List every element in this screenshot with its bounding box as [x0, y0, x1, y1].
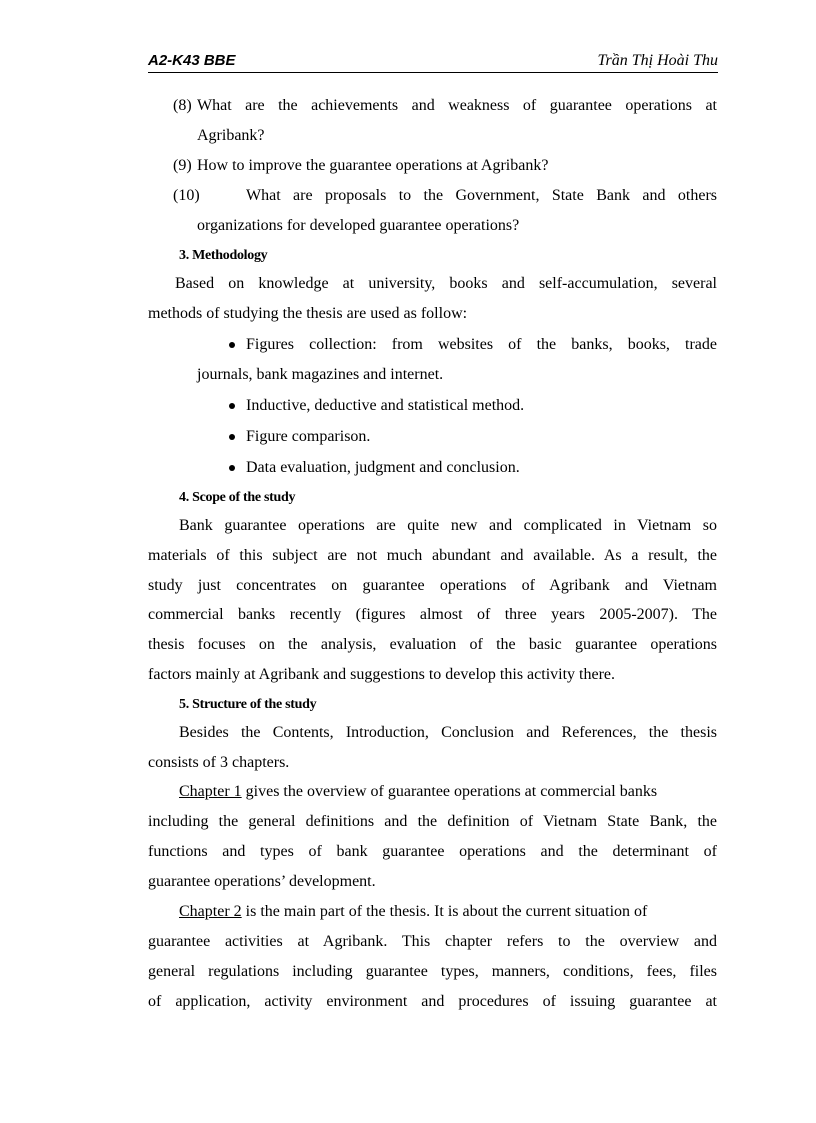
paragraph-line: [179, 782, 657, 802]
chapter-1-text: gives the overview of guarantee operations at commercial banks: [241, 783, 658, 800]
question-text: How to improve the guarantee operations at Agribank?: [197, 157, 549, 174]
bullet-text: Figure comparison.: [246, 428, 371, 445]
bullet-dot: [229, 342, 235, 348]
paragraph-line: materials of this subject are not much abundant and available. As a result, the: [148, 547, 717, 564]
question-number: (9): [173, 157, 192, 174]
paragraph-line: general regulations including guarantee types, manners, conditions, fees, files: [148, 963, 717, 980]
bullet-dot: [229, 465, 235, 471]
question-text: What are proposals to the Government, State Bank and others: [246, 187, 717, 204]
bullet-dot: [229, 434, 235, 440]
question-text: Agribank?: [197, 127, 265, 144]
bullet-text: Inductive, deductive and statistical method.: [246, 397, 525, 414]
paragraph-line: factors mainly at Agribank and suggestions to develop this activity there.: [148, 666, 616, 683]
paragraph-line: including the general definitions and the definition of Vietnam State Bank, the: [148, 813, 717, 830]
header-author: Trần Thị Hoài Thu: [597, 52, 718, 69]
question-text: What are the achievements and weakness of guarantee operations at: [197, 97, 717, 114]
section-heading-structure: 5. Structure of the study: [179, 697, 317, 712]
bullet-dot: [229, 403, 235, 409]
header-class-code: A2-K43 BBE: [148, 52, 236, 69]
page-header: [148, 50, 718, 73]
paragraph-line: study just concentrates on guarantee operations of Agribank and Vietnam: [148, 577, 717, 594]
question-number: (8): [173, 97, 192, 114]
paragraph-line: commercial banks recently (figures almost of three years 2005-2007). The: [148, 606, 717, 623]
chapter-1-link[interactable]: Chapter 1: [179, 783, 242, 800]
paragraph-line: Besides the Contents, Introduction, Conclusion and References, the thesis: [179, 724, 717, 741]
paragraph-line: consists of 3 chapters.: [148, 754, 290, 771]
bullet-text: Data evaluation, judgment and conclusion.: [246, 459, 520, 476]
paragraph-line: thesis focuses on the analysis, evaluation of the basic guarantee operations: [148, 636, 717, 653]
paragraph-line: guarantee operations’ development.: [148, 873, 376, 890]
paragraph-line: [179, 902, 647, 922]
question-number: (10): [173, 187, 200, 204]
paragraph-line: Bank guarantee operations are quite new and complicated in Vietnam so: [179, 517, 717, 534]
paragraph-line: functions and types of bank guarantee operations and the determinant of: [148, 843, 717, 860]
bullet-text: journals, bank magazines and internet.: [197, 366, 444, 383]
section-heading-methodology: 3. Methodology: [179, 248, 268, 263]
question-text: organizations for developed guarantee operations?: [197, 217, 520, 234]
chapter-2-text: is the main part of the thesis. It is about the current situation of: [241, 903, 648, 920]
paragraph-line: methods of studying the thesis are used as follow:: [148, 305, 468, 322]
chapter-2-link[interactable]: Chapter 2: [179, 903, 242, 920]
bullet-text: Figures collection: from websites of the banks, books, trade: [246, 336, 717, 353]
paragraph-line: of application, activity environment and procedures of issuing guarantee at: [148, 993, 717, 1010]
paragraph-line: Based on knowledge at university, books and self-accumulation, several: [175, 275, 717, 292]
section-heading-scope: 4. Scope of the study: [179, 490, 296, 505]
paragraph-line: guarantee activities at Agribank. This chapter refers to the overview and: [148, 933, 717, 950]
